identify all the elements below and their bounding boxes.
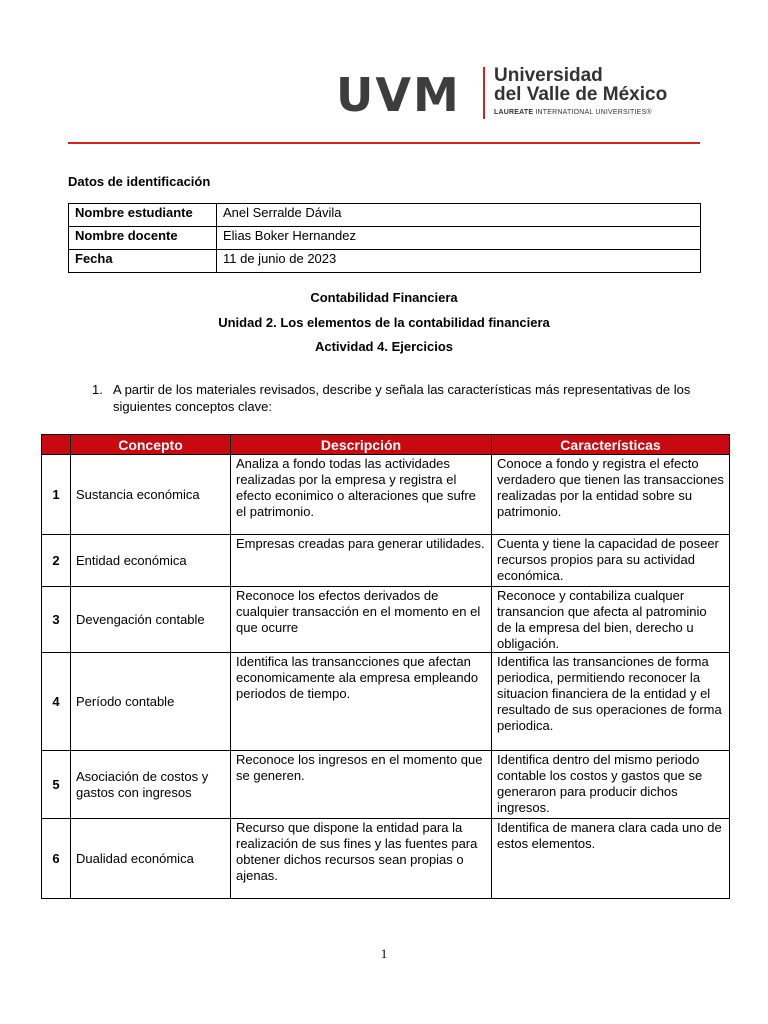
row-concept: Período contable	[71, 653, 231, 751]
row-concept: Sustancia económica	[71, 455, 231, 535]
laureate-rest: INTERNATIONAL UNIVERSITIES®	[533, 109, 652, 116]
row-description: Reconoce los ingresos en el momento que se generen.	[231, 751, 492, 819]
id-value: Anel Serralde Dávila	[217, 204, 701, 227]
row-number: 3	[42, 587, 71, 653]
header-concepto: Concepto	[71, 435, 231, 455]
id-value: 11 de junio de 2023	[217, 250, 701, 273]
header-caracteristicas: Características	[492, 435, 730, 455]
table-row	[42, 587, 730, 653]
identification-title: Datos de identificación	[68, 174, 211, 189]
header-num	[42, 435, 71, 455]
table-row	[42, 819, 730, 899]
row-characteristics: Identifica dentro del mismo periodo contable los costos y gastos que se generaron para producir dichos ingresos.	[492, 751, 730, 819]
university-name	[494, 66, 667, 104]
id-row-date	[69, 250, 701, 273]
row-number: 6	[42, 819, 71, 899]
row-description: Identifica las transancciones que afectan economicamente ala empresa empleando periodos de tiempo.	[231, 653, 492, 751]
id-label: Nombre estudiante	[69, 204, 217, 227]
instruction-text: A partir de los materiales revisados, describe y señala las características más representativas de los siguientes conceptos clave:	[113, 382, 691, 414]
row-number: 2	[42, 535, 71, 587]
row-number: 4	[42, 653, 71, 751]
page-number: 1	[380, 946, 388, 961]
table-row	[42, 535, 730, 587]
concepts-table	[41, 434, 730, 899]
instruction-number: 1.	[92, 382, 103, 397]
laureate-word: LAUREATE	[494, 109, 534, 116]
unit-title: Unidad 2. Los elementos de la contabilidad financiera	[218, 315, 550, 330]
row-description: Analiza a fondo todas las actividades realizadas por la empresa y registra el efecto econimico o alteraciones que sufre el patrimonio.	[231, 455, 492, 535]
row-characteristics: Identifica de manera clara cada uno de estos elementos.	[492, 819, 730, 899]
row-concept: Devengación contable	[71, 587, 231, 653]
row-description: Empresas creadas para generar utilidades.	[231, 535, 492, 587]
row-number: 1	[42, 455, 71, 535]
id-label: Fecha	[69, 250, 217, 273]
row-concept: Entidad económica	[71, 535, 231, 587]
table-row	[42, 751, 730, 819]
identification-table	[68, 203, 701, 273]
course-title: Contabilidad Financiera	[310, 290, 458, 305]
university-name-line1: Universidad	[494, 65, 603, 86]
table-header-row	[42, 435, 730, 455]
activity-title: Actividad 4. Ejercicios	[314, 339, 453, 354]
laureate-tagline	[494, 109, 652, 116]
row-characteristics: Reconoce y contabiliza cualquer transancion que afecta al patrominio de la empresa del bien, derecho u obligación.	[492, 587, 730, 653]
id-label: Nombre docente	[69, 227, 217, 250]
row-number: 5	[42, 751, 71, 819]
university-name-line2: del Valle de México	[494, 84, 668, 105]
header-divider	[68, 142, 700, 144]
row-concept: Asociación de costos y gastos con ingresos	[71, 751, 231, 819]
row-characteristics: Conoce a fondo y registra el efecto verdadero que tienen las transacciones realizadas por la entidad sobre su patrimonio.	[492, 455, 730, 535]
row-characteristics: Cuenta y tiene la capacidad de poseer recursos propios para su actividad económica.	[492, 535, 730, 587]
table-row	[42, 653, 730, 751]
logo-separator	[483, 67, 485, 119]
row-concept: Dualidad económica	[71, 819, 231, 899]
table-row	[42, 455, 730, 535]
row-description: Reconoce los efectos derivados de cualquier transacción en el momento en el que ocurre	[231, 587, 492, 653]
id-value: Elias Boker Hernandez	[217, 227, 701, 250]
id-row-student	[69, 204, 701, 227]
row-description: Recurso que dispone la entidad para la realización de sus fines y las fuentes para obtener dichos recursos sean propias o ajenas.	[231, 819, 492, 899]
header-descripcion: Descripción	[231, 435, 492, 455]
id-row-teacher	[69, 227, 701, 250]
uvm-logo-mark: UVM	[336, 68, 461, 122]
row-characteristics: Identifica las transanciones de forma periodica, permitiendo reconocer la situacion financiera de la entidad y el resultado de sus operaciones de forma periodica.	[492, 653, 730, 751]
